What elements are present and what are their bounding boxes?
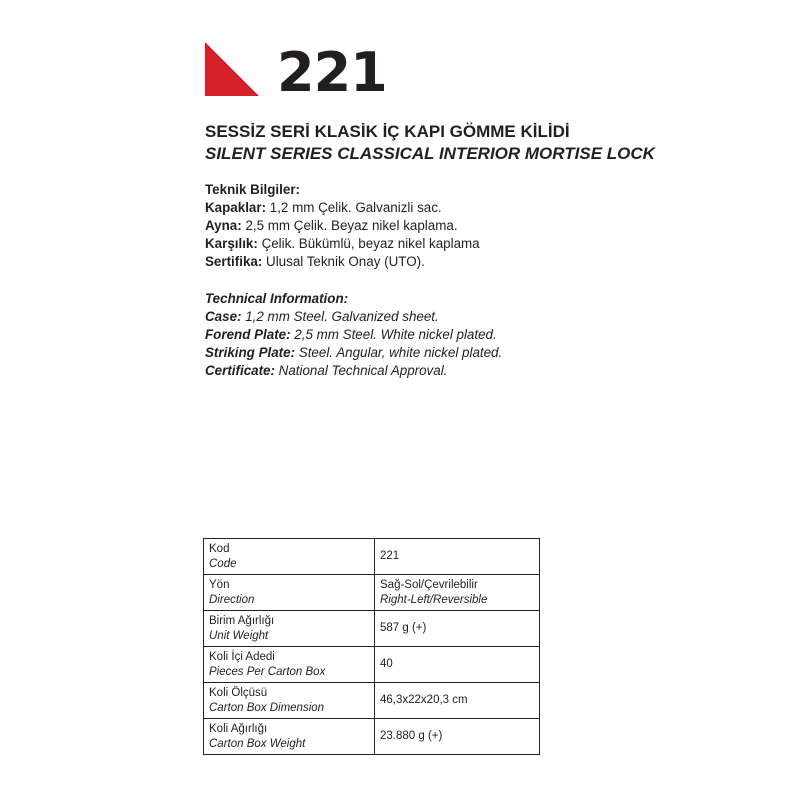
- value-text: 40: [380, 658, 393, 670]
- product-spec-table: [203, 538, 540, 755]
- red-triangle-logo: [205, 42, 259, 96]
- spec-value: 1,2 mm Çelik. Galvanizli sac.: [266, 200, 442, 215]
- value-text-en: Right-Left/Reversible: [380, 593, 488, 606]
- label-en: Carton Box Weight: [209, 737, 306, 750]
- table-label-cell: [204, 539, 375, 575]
- table-label-cell: [204, 683, 375, 719]
- label-en: Code: [209, 557, 237, 570]
- spec-label: Ayna:: [205, 218, 242, 233]
- table-value-cell: [375, 719, 540, 755]
- table-label-cell: [204, 575, 375, 611]
- spec-line: [205, 235, 765, 253]
- value-text: Sağ-Sol/Çevrilebilir: [380, 578, 478, 591]
- label-en: Unit Weight: [209, 629, 269, 642]
- table-label-cell: [204, 719, 375, 755]
- spec-value: 2,5 mm Steel. White nickel plated.: [290, 327, 497, 342]
- spec-label: Case:: [205, 309, 242, 324]
- table-value-cell: [375, 611, 540, 647]
- table-row: [204, 647, 540, 683]
- spec-line: [205, 217, 765, 235]
- label-en: Pieces Per Carton Box: [209, 665, 326, 678]
- spec-label: Certificate:: [205, 363, 275, 378]
- table-value-cell: [375, 539, 540, 575]
- table-value-cell: [375, 683, 540, 719]
- label-tr: Birim Ağırlığı: [209, 614, 275, 627]
- table-label-cell: [204, 647, 375, 683]
- spec-line: [205, 308, 765, 326]
- table-row: [204, 683, 540, 719]
- value-text: 23.880 g (+): [380, 730, 443, 742]
- value-text: 221: [380, 550, 400, 562]
- value-text: 46,3x22x20,3 cm: [380, 694, 468, 706]
- spec-value: Çelik. Bükümlü, beyaz nikel kaplama: [257, 236, 480, 251]
- label-tr: Yön: [209, 578, 230, 591]
- table-label-cell: [204, 611, 375, 647]
- spec-label: Kapaklar:: [205, 200, 267, 215]
- spec-value: Steel. Angular, white nickel plated.: [295, 345, 503, 360]
- spec-label: Forend Plate:: [205, 327, 291, 342]
- table-row: [204, 575, 540, 611]
- label-tr: Koli Ağırlığı: [209, 722, 268, 735]
- spec-line: [205, 326, 765, 344]
- label-tr: Koli Ölçüsü: [209, 686, 268, 699]
- spec-value: National Technical Approval.: [274, 363, 448, 378]
- spec-label: Striking Plate:: [205, 345, 296, 360]
- title-turkish: SESSİZ SERİ KLASİK İÇ KAPI GÖMME KİLİDİ: [205, 122, 570, 141]
- label-en: Carton Box Dimension: [209, 701, 325, 714]
- product-title: [205, 121, 765, 165]
- spec-value: 1,2 mm Steel. Galvanized sheet.: [241, 309, 439, 324]
- label-tr: Koli İçi Adedi: [209, 650, 275, 663]
- product-header: [205, 42, 505, 102]
- title-english: SILENT SERIES CLASSICAL INTERIOR MORTISE LOCK: [205, 144, 655, 163]
- technical-info-english: [205, 290, 765, 380]
- model-number: 221: [277, 41, 387, 104]
- spec-line: [205, 362, 765, 380]
- technical-info-turkish: [205, 181, 765, 271]
- table-row: [204, 539, 540, 575]
- spec-value: 2,5 mm Çelik. Beyaz nikel kaplama.: [241, 218, 458, 233]
- spec-line: [205, 199, 765, 217]
- technical-heading-en: Technical Information:: [205, 291, 349, 306]
- table-row: [204, 611, 540, 647]
- spec-value: Ulusal Teknik Onay (UTO).: [262, 254, 425, 269]
- spec-label: Sertifika:: [205, 254, 263, 269]
- label-tr: Kod: [209, 542, 230, 555]
- table-row: [204, 719, 540, 755]
- technical-heading-tr: Teknik Bilgiler:: [205, 182, 300, 197]
- label-en: Direction: [209, 593, 255, 606]
- table-value-cell: [375, 647, 540, 683]
- table-value-cell: [375, 575, 540, 611]
- spec-line: [205, 253, 765, 271]
- spec-label: Karşılık:: [205, 236, 258, 251]
- spec-line: [205, 344, 765, 362]
- red-triangle-shape: [205, 42, 259, 96]
- value-text: 587 g (+): [380, 622, 427, 634]
